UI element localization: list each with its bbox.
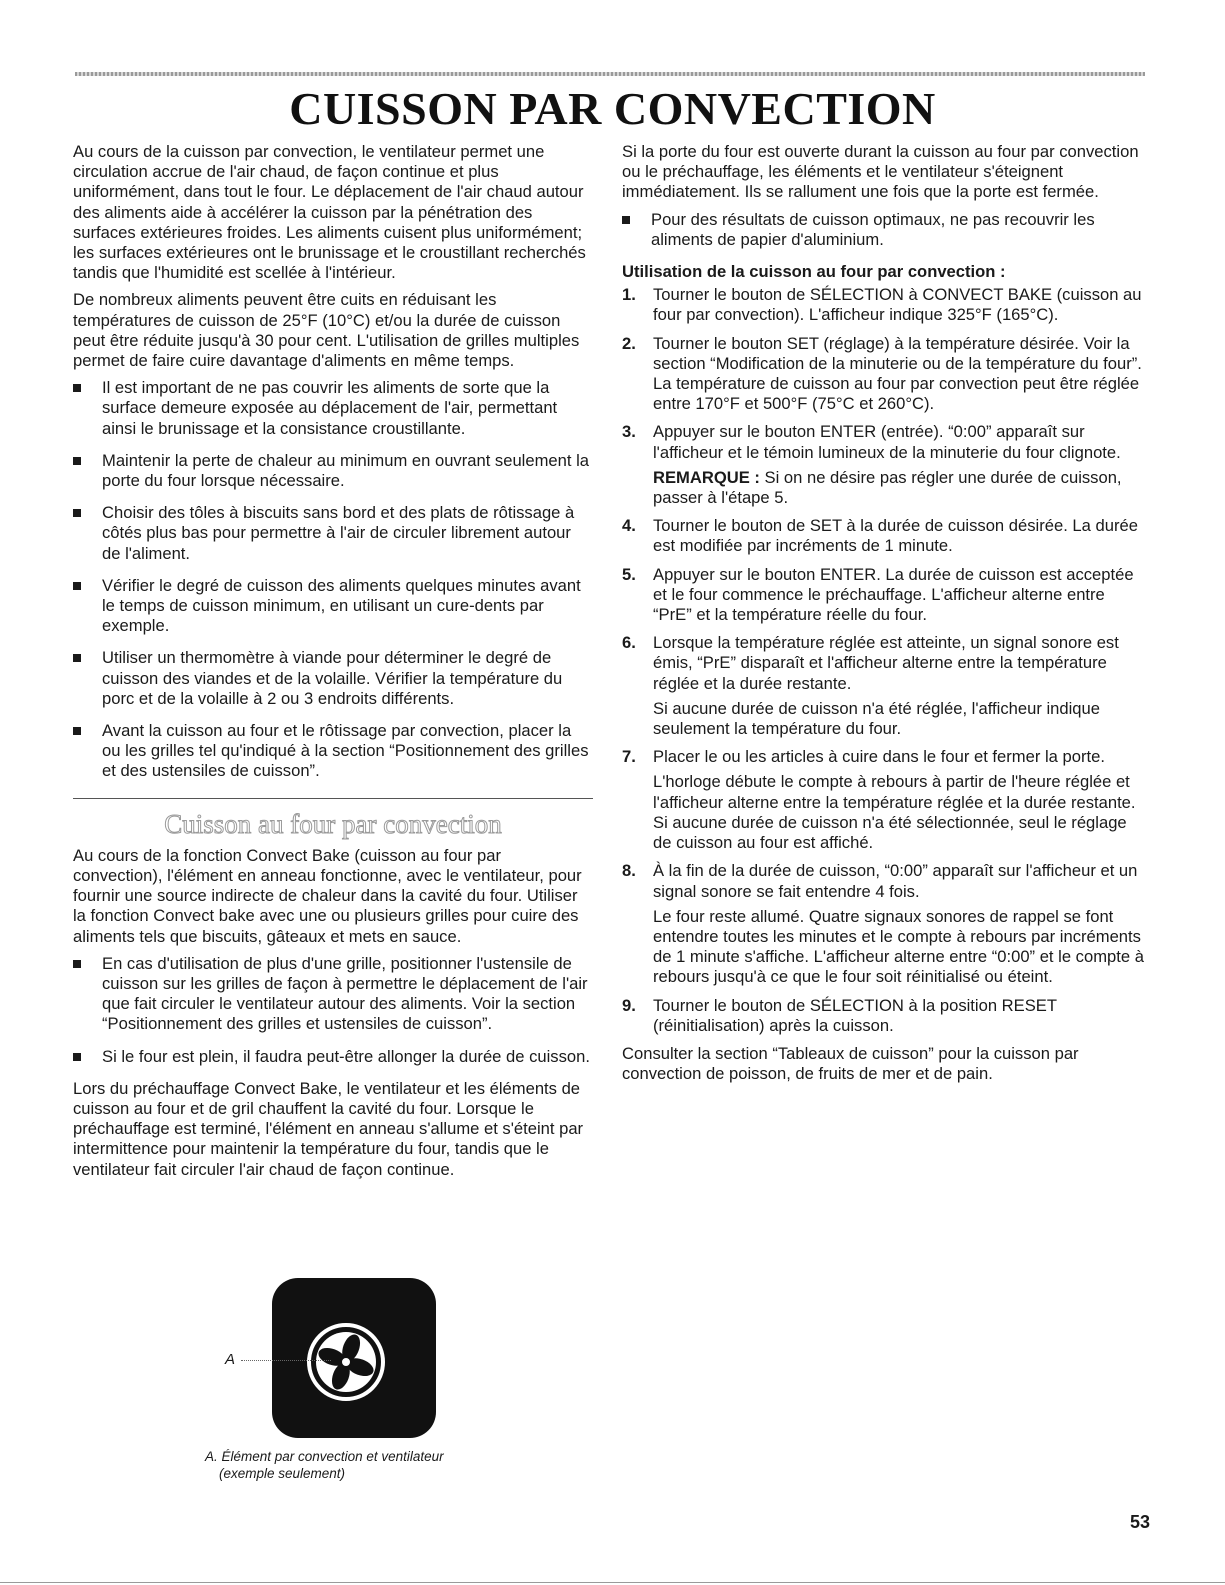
door-paragraph: Si la porte du four est ouverte durant la cuisson au four par convection ou le préchauffage, les éléments et le ventilateur s'éteignent immédiatement. Ils se rallument une fois que la porte est fermée. — [622, 142, 1139, 202]
step-text: Tourner le bouton de SÉLECTION à CONVECT BAKE (cuisson au four par convection). L'afficheur indique 325°F (165°C). — [653, 285, 1142, 325]
list-item: Maintenir la perte de chaleur au minimum en ouvrant seulement la porte du four lorsque nécessaire. — [73, 451, 593, 491]
section-divider — [73, 798, 593, 799]
step-item — [622, 565, 1147, 626]
step-remark — [653, 468, 1147, 508]
step-number: 7. — [622, 747, 636, 767]
list-item: Si le four est plein, il faudra peut-être allonger la durée de cuisson. — [73, 1047, 593, 1067]
leader-line — [241, 1360, 331, 1361]
step-text: Lorsque la température réglée est atteinte, un signal sonore est émis, “PrE” disparaît et l'afficheur alterne entre la température réglée et la durée restante. — [653, 633, 1119, 693]
list-item: Choisir des tôles à biscuits sans bord et des plats de rôtissage à côtés plus bas pour permettre à l'air de circuler librement autour de l'aliment. — [73, 503, 593, 564]
list-item: Pour des résultats de cuisson optimaux, ne pas recouvrir les aliments de papier d'aluminium. — [622, 210, 1147, 250]
step-note: La température de cuisson au four par convection peut être réglée entre 170°F et 500°F (75°C et 260°C). — [653, 374, 1140, 414]
step-number: 3. — [622, 422, 636, 442]
step-number: 5. — [622, 564, 636, 584]
step-item — [622, 334, 1147, 415]
list-item: Avant la cuisson au four et le rôtissage par convection, placer la ou les grilles tel qu'indiqué à la section “Positionnement des grilles et des ustensiles de cuisson”. — [73, 721, 593, 782]
convect-bake-list — [73, 954, 593, 1067]
step-item — [622, 422, 1147, 508]
figure-caption-note: (exemple seulement) — [219, 1466, 346, 1481]
preheat-paragraph: Lors du préchauffage Convect Bake, le ventilateur et les éléments de cuisson au four et de gril chauffent la cavité du four. Lorsque le préchauffage est terminé, l'élément en anneau s'allume et s'éteint par intermittence pour maintenir la température du four, tandis que le ventilateur fait circuler l'air chaud de façon continue. — [73, 1078, 584, 1179]
step-text: Tourner le bouton de SET à la durée de cuisson désirée. La durée est modifiée par incréments de 1 minute. — [653, 516, 1138, 556]
step-text: Tourner le bouton SET (réglage) à la température désirée. Voir la section “Modification de la minuterie ou de la température du four”. — [653, 333, 1142, 373]
step-text: Appuyer sur le bouton ENTER (entrée). “0:00” apparaît sur l'afficheur et le témoin lumineux de la minuterie du four clignote. — [653, 422, 1121, 462]
step-item — [622, 747, 1147, 853]
list-item: En cas d'utilisation de plus d'une grille, positionner l'ustensile de cuisson sur les grilles de façon à permettre le déplacement de l'air que fait circuler le ventilateur autour des aliments. Voir la section “Positionnement des grilles et ustensiles de cuisson”. — [73, 954, 593, 1035]
closing-paragraph: Consulter la section “Tableaux de cuisson” pour la cuisson par convection de poisson, de fruits de mer et de pain. — [622, 1043, 1079, 1084]
list-item: Il est important de ne pas couvrir les aliments de sorte que la surface demeure exposée au déplacement de l'air, permettant ainsi le brunissage et la consistance croustillante. — [73, 378, 593, 439]
intro-paragraph: De nombreux aliments peuvent être cuits en réduisant les températures de cuisson de 25°F (10°C) et/ou la durée de cuisson peut être réduite jusqu'à 30 pour cent. L'utilisation de grilles multiples permet de faire cuire davantage d'aliments en même temps. — [73, 290, 580, 371]
step-item — [622, 285, 1147, 325]
step-note: Le four reste allumé. Quatre signaux sonores de rappel se font entendre toutes les minutes et le compte à rebours par incréments de 1 minute s'affiche. L'afficheur alterne entre “0:00” et le compte à rebours jusqu'à ce que le four soit réinitialisé ou éteint. — [653, 906, 1144, 987]
step-text: Tourner le bouton de SÉLECTION à la position RESET (réinitialisation) après la cuisson. — [653, 995, 1057, 1035]
list-item: Vérifier le degré de cuisson des aliments quelques minutes avant le temps de cuisson minimum, en utilisant un cure-dents par exemple. — [73, 576, 593, 637]
convection-element-figure — [205, 1278, 505, 1500]
section-intro: Au cours de la fonction Convect Bake (cuisson au four par convection), l'élément en anneau fonctionne, avec le ventilateur, pour fournir une source indirecte de chaleur dans la cavité du four. Utiliser la fonction Convect bake avec une ou plusieurs grilles pour cuire des aliments tels que biscuits, gâteaux et mets en sauce. — [73, 845, 582, 946]
step-number: 2. — [622, 333, 636, 353]
list-item: Utiliser un thermomètre à viande pour déterminer le degré de cuisson des viandes et de la volaille. Vérifier la température du porc et de la volaille à 2 ou 3 endroits différents. — [73, 648, 593, 709]
right-column — [622, 142, 1147, 1091]
step-number: 6. — [622, 633, 636, 653]
tips-list — [73, 378, 593, 781]
step-text: Placer le ou les articles à cuire dans le four et fermer la porte. — [653, 747, 1105, 767]
step-number: 4. — [622, 516, 636, 536]
page-title: CUISSON PAR CONVECTION — [289, 83, 936, 134]
instructions-heading: Utilisation de la cuisson au four par convection : — [622, 262, 1006, 282]
step-item — [622, 861, 1147, 987]
bottom-divider — [0, 1582, 1225, 1583]
remark-label: REMARQUE : — [653, 467, 760, 487]
step-note: Si aucune durée de cuisson n'a été réglée, l'afficheur indique seulement la température du four. — [653, 698, 1100, 739]
step-item — [622, 516, 1147, 556]
figure-label-a: A — [225, 1351, 236, 1368]
intro-paragraph: Au cours de la cuisson par convection, le ventilateur permet une circulation accrue de l'air chaud, de façon continue et plus uniformément, dans tout le four. Le déplacement de l'air chaud autour des aliments aide à accélérer la cuisson par la pénétration des surfaces extérieures froides. Les aliments cuisent plus uniformément; les surfaces extérieures ont le brunissage et le croustillant recherchés tandis que l'humidité est scellée à l'intérieur. — [73, 142, 586, 283]
top-divider — [75, 72, 1145, 76]
step-text: Appuyer sur le bouton ENTER. La durée de cuisson est acceptée et le four commence le préchauffage. L'afficheur alterne entre “PrE” et la température réelle du four. — [653, 564, 1134, 625]
step-item — [622, 633, 1147, 739]
remark-text: Si on ne désire pas régler une durée de cuisson, passer à l'étape 5. — [653, 467, 1122, 508]
foil-tip-list — [622, 210, 1147, 250]
convection-fan-icon — [304, 1320, 388, 1404]
left-column — [73, 142, 593, 1187]
step-note: L'horloge débute le compte à rebours à partir de l'heure réglée et l'afficheur alterne entre la température réglée et la durée restante. Si aucune durée de cuisson n'a été sélectionnée, seul le réglage de cuisson au four est affiché. — [653, 772, 1136, 853]
step-number: 8. — [622, 861, 636, 881]
step-text: À la fin de la durée de cuisson, “0:00” apparaît sur l'afficheur et un signal sonore se fait entendre 4 fois. — [653, 861, 1138, 901]
step-number: 1. — [622, 285, 636, 305]
steps-list — [622, 285, 1147, 1036]
figure-caption: A. Élément par convection et ventilateur — [205, 1449, 444, 1464]
page-number: 53 — [1129, 1512, 1150, 1532]
step-item — [622, 996, 1147, 1036]
step-number: 9. — [622, 995, 636, 1015]
section-subheading: Cuisson au four par convection — [164, 808, 502, 839]
